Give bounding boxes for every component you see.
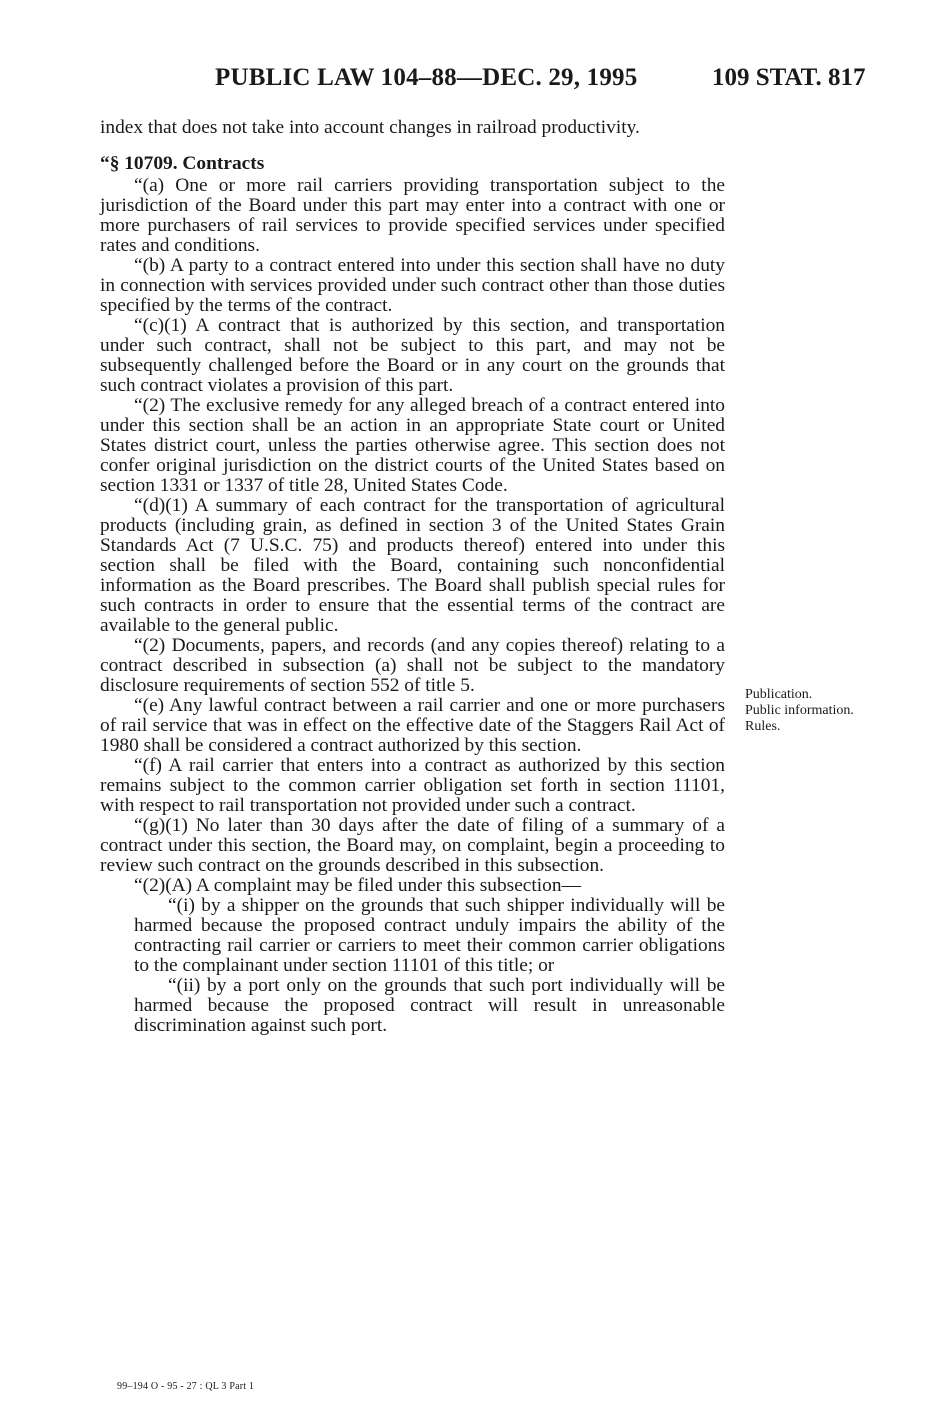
subparagraph-ii: “(ii) by a port only on the grounds that such port individually will be harmed because the proposed contract will result in unreasonable discrimination against such port. [134,975,725,1036]
carryover-text: index that does not take into account changes in railroad productivity. [100,117,640,138]
paragraph-g1: “(g)(1) No later than 30 days after the date of filing of a summary of a contract under this section, the Board may, on complaint, begin a proceeding to review such contract on the grounds described in this subsection. [100,815,725,876]
main-text-column [100,118,725,1036]
paragraph-a: “(a) One or more rail carriers providing transportation subject to the jurisdiction of the Board under this part may enter into a contract with one or more purchasers of rail services to provide specified services under specified rates and conditions. [100,175,725,256]
page-header [0,64,947,100]
statute-page-citation: 109 STAT. 817 [712,64,866,91]
subparagraph-i: “(i) by a shipper on the grounds that such shipper individually will be harmed because the proposed contract unduly impairs the ability of the contracting rail carrier or carriers to meet their common carrier obligations to the complainant under section 11101 of this title; or [134,895,725,976]
paragraph-b: “(b) A party to a contract entered into under this section shall have no duty in connection with services provided under such contract other than those duties specified by the terms of the contract. [100,255,725,316]
section-heading: “§ 10709. Contracts [100,153,265,174]
paragraph-d1: “(d)(1) A summary of each contract for the transportation of agricultural products (including grain, as defined in section 3 of the United States Grain Standards Act (7 U.S.C. 75) and products thereof) entered into under this section shall be filed with the Board, containing such nonconfidential information as the Board prescribes. The Board shall publish special rules for such contracts in order to ensure that the essential terms of the contract are available to the general public. [100,495,725,636]
paragraph-e: “(e) Any lawful contract between a rail carrier and one or more purchasers of rail service that was in effect on the effective date of the Staggers Rail Act of 1980 shall be considered a contract authorized by this section. [100,695,725,756]
running-head: PUBLIC LAW 104–88—DEC. 29, 1995 [215,64,638,91]
paragraph-c1: “(c)(1) A contract that is authorized by this section, and transportation under such contract, shall not be subject to this part, and may not be subsequently challenged before the Board or in any court on the grounds that such contract violates a provision of this part. [100,315,725,396]
paragraph-g2a: “(2)(A) A complaint may be filed under this subsection— [134,875,581,896]
print-code-footer: 99–194 O - 95 - 27 : QL 3 Part 1 [117,1381,255,1392]
margin-note-publication: Publication. [745,687,813,702]
margin-notes [745,687,855,735]
margin-note-rules: Rules. [745,719,781,734]
margin-note-public-information: Public information. [745,703,854,718]
paragraph-c2: “(2) The exclusive remedy for any alleged breach of a contract entered into under this section shall be an action in an appropriate State court or United States district court, unless the parties otherwise agree. This section does not confer original jurisdiction on the district courts of the United States based on section 1331 or 1337 of title 28, United States Code. [100,395,725,496]
paragraph-d2: “(2) Documents, papers, and records (and any copies thereof) relating to a contract described in subsection (a) shall not be subject to the mandatory disclosure requirements of section 552 of title 5. [100,635,725,696]
paragraph-f: “(f) A rail carrier that enters into a contract as authorized by this section remains subject to the common carrier obligation set forth in section 11101, with respect to rail transportation not provided under such a contract. [100,755,725,816]
